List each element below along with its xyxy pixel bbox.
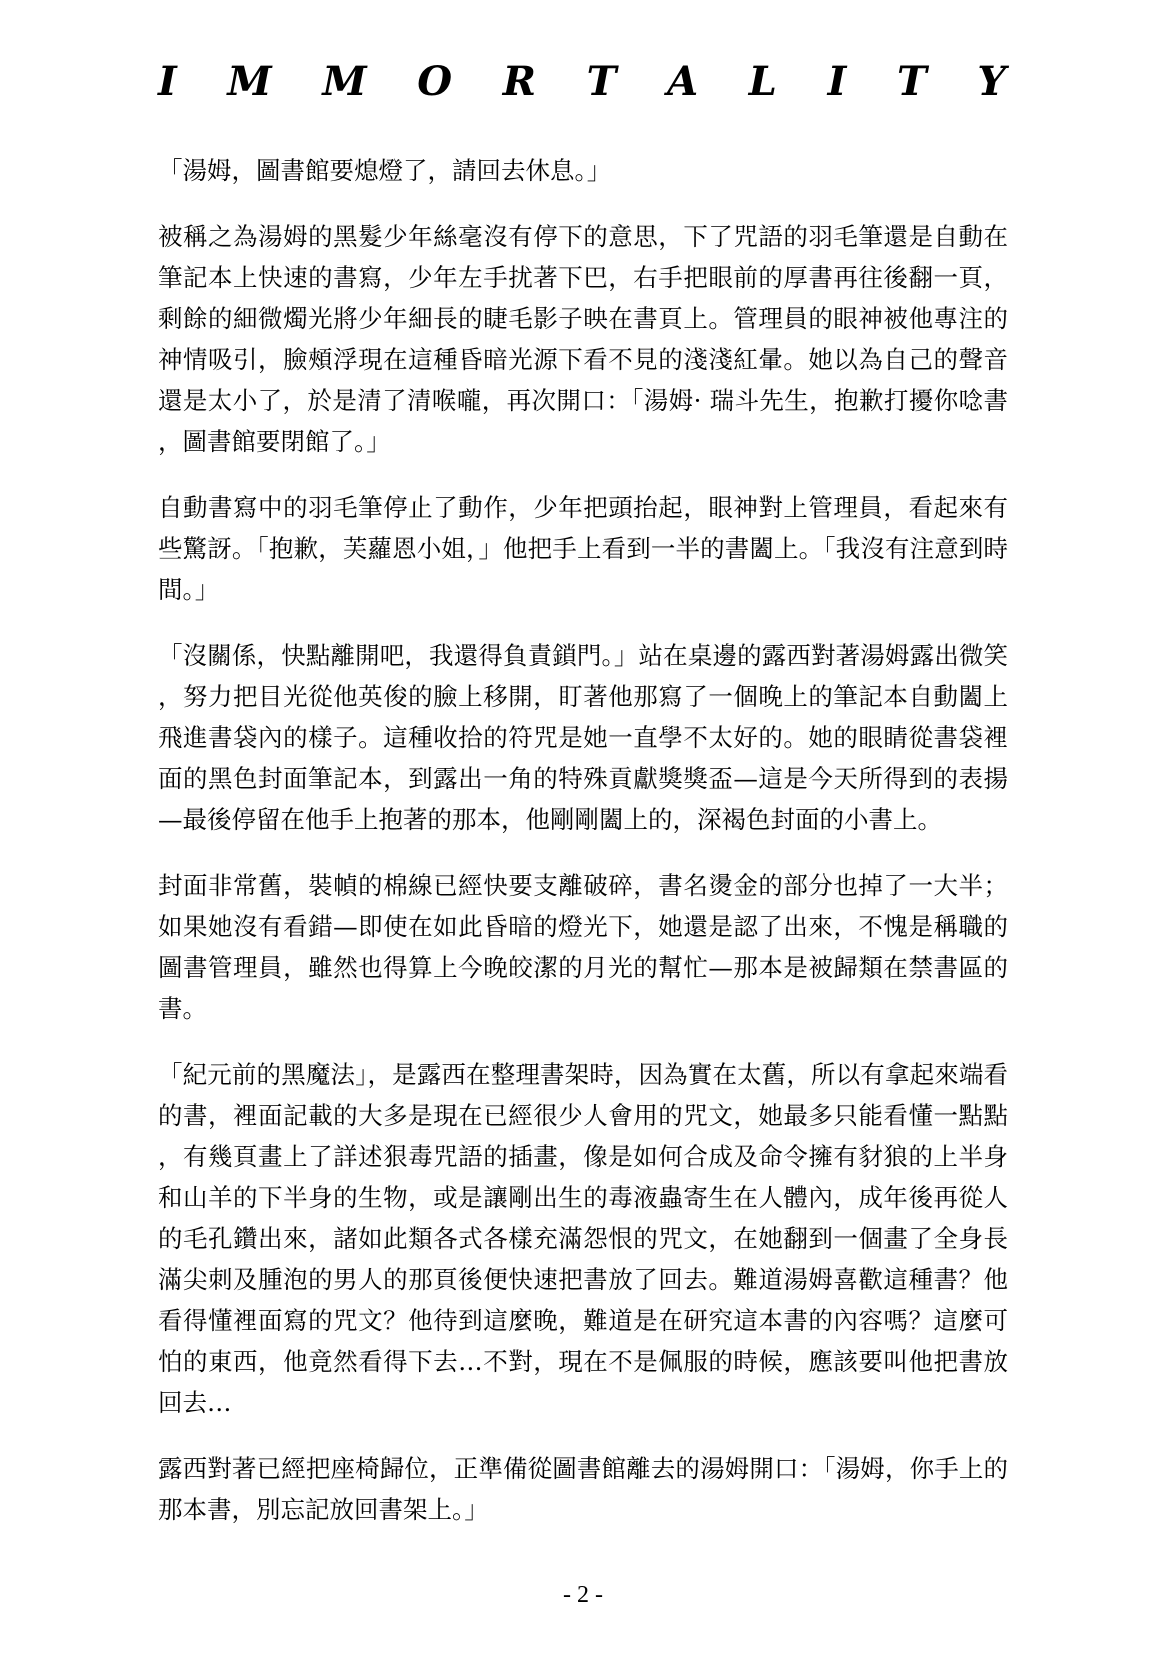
header-letter: M (322, 58, 367, 105)
header-letter: O (417, 58, 453, 105)
header-letter: T (586, 58, 617, 105)
paragraph-1: 「湯姆，圖書館要熄燈了，請回去休息。」 (158, 156, 612, 185)
header-letter: A (667, 58, 699, 105)
paragraph-3: 自動書寫中的羽毛筆停止了動作，少年把頭抬起，眼神對上管理員，看起來有些驚訝。「抱歉，芙蘿恩小姐，」他把手上看到一半的書闔上。「我沒有注意到時間。」 (158, 493, 1008, 604)
header-letter: I (827, 58, 847, 105)
header-letter: L (748, 58, 777, 105)
header-letter: R (502, 58, 536, 105)
header-letter: T (896, 58, 927, 105)
header-letter: I (158, 58, 177, 105)
paragraph-5: 封面非常舊，裝幀的棉線已經快要支離破碎，書名燙金的部分也掉了一大半；如果她沒有看錯—即使在如此昏暗的燈光下，她還是認了出來，不愧是稱職的圖書管理員，雖然也得算上今晚皎潔的月光的幫忙—那本是被歸類在禁書區的書。 (158, 871, 1008, 1023)
story-body (158, 150, 1008, 1555)
header-letter: Y (977, 58, 1006, 105)
header-letter: M (227, 58, 272, 105)
page-number: - 2 - (563, 1582, 603, 1608)
paragraph-7: 露西對著已經把座椅歸位，正準備從圖書館離去的湯姆開口：「湯姆，你手上的那本書，別忘記放回書架上。」 (158, 1454, 1008, 1524)
paragraph-6: 「紀元前的黑魔法」，是露西在整理書架時，因為實在太舊，所以有拿起來端看的書，裡面記載的大多是現在已經很少人會用的咒文，她最多只能看懂一點點，有幾頁畫上了詳述狠毒咒語的插畫，像是如何合成及命令擁有豺狼的上半身和山羊的下半身的生物，或是讓剛出生的毒液蟲寄生在人體內，成年後再從人的毛孔鑽出來，諸如此類各式各樣充滿怨恨的咒文，在她翻到一個畫了全身長滿尖刺及腫泡的男人的那頁後便快速把書放了回去。難道湯姆喜歡這種書？他看得懂裡面寫的咒文？他待到這麼晚，難道是在研究這本書的內容嗎？這麼可怕的東西，他竟然看得下去…不對，現在不是佩服的時候，應該要叫他把書放回去… (158, 1060, 1008, 1417)
paragraph-2: 被稱之為湯姆的黑髮少年絲毫沒有停下的意思，下了咒語的羽毛筆還是自動在筆記本上快速的書寫，少年左手扰著下巴，右手把眼前的厚書再往後翻一頁，剩餘的細微燭光將少年細長的睫毛影子映在書頁上。管理員的眼神被他專注的神情吸引，臉頰浮現在這種昏暗光源下看不見的淺淺紅暈。她以為自己的聲音還是太小了，於是清了清喉嚨，再次開口：「湯姆· 瑞斗先生，抱歉打擾你唸書，圖書館要閉館了。」 (158, 222, 1008, 456)
running-header (158, 52, 1006, 112)
paragraph-4: 「沒關係，快點離開吧，我還得負責鎖門。」站在桌邊的露西對著湯姆露出微笑，努力把目光從他英俊的臉上移開，盯著他那寫了一個晚上的筆記本自動闔上飛進書袋內的樣子。這種收拾的符咒是她一直學不太好的。她的眼睛從書袋裡面的黑色封面筆記本，到露出一角的特殊貢獻獎獎盃—這是今天所得到的表揚—最後停留在他手上抱著的那本，他剛剛闔上的，深褐色封面的小書上。 (158, 641, 1008, 834)
